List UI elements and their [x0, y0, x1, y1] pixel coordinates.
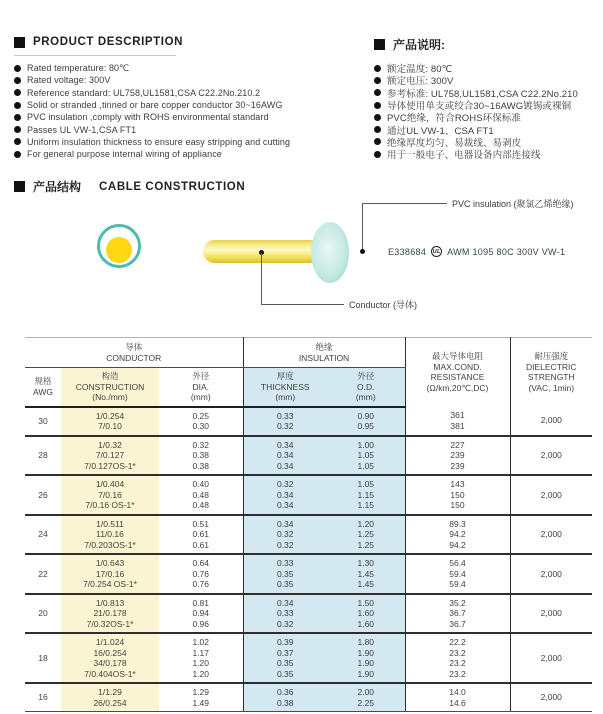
- awg-cell: 26: [25, 475, 61, 515]
- spec-row-awg-20: [25, 594, 592, 634]
- thickness-cell: 0.33 0.32: [243, 407, 327, 436]
- conductor-group-header: 导体 CONDUCTOR: [25, 338, 243, 368]
- bullet-icon: [14, 114, 21, 121]
- bullet-icon: [14, 126, 21, 133]
- product-description-heading: [14, 36, 183, 48]
- pvc-leader-line-v: [362, 203, 363, 251]
- bullet-text: Reference standard: UL758,UL1581,CSA C22.2No.210.2: [27, 87, 261, 98]
- awg-cell: 24: [25, 515, 61, 555]
- bullet-text: PVC insulation ,comply with ROHS environmental standard: [27, 112, 269, 123]
- od-cell: 1.05 1.15 1.15: [327, 475, 405, 515]
- od-cell: 1.30 1.45 1.45: [327, 554, 405, 594]
- awg-cell: 30: [38, 415, 48, 426]
- bullet-item: [14, 74, 366, 86]
- thickness-cell: 0.39 0.37 0.35 0.35: [243, 633, 327, 683]
- resistance-cell: 143 150 150: [405, 475, 510, 515]
- construction-cell: 1/0.32 7/0.127 7/0.127OS-1*: [61, 436, 159, 476]
- od-cell: 1.00 1.05 1.05: [327, 436, 405, 476]
- section-title-cn: 产品说明:: [393, 38, 445, 52]
- construction-cell: 1/0.643 17/0.16 7/0.254 OS-1*: [61, 554, 159, 594]
- resistance-cell: 361 381: [405, 407, 510, 436]
- bullet-icon: [14, 89, 21, 96]
- bullet-text: 用于一般电子、电器设备内部连接线: [387, 150, 541, 161]
- bullet-item: [14, 62, 366, 74]
- bullet-icon: [374, 114, 381, 121]
- bullet-item: [374, 123, 603, 135]
- bullet-text: Uniform insulation thickness to ensure easy stripping and cutting: [27, 136, 291, 147]
- cable-rating-text: AWM 1095 80C 300V VW-1: [447, 246, 566, 257]
- bullet-icon: [374, 102, 381, 109]
- bullet-text: Passes UL VW-1,CSA FT1: [27, 124, 137, 135]
- bullet-icon: [374, 65, 381, 72]
- thickness-cell: 0.34 0.33 0.32: [243, 594, 327, 634]
- thickness-cell: 0.36 0.38: [243, 683, 327, 712]
- pvc-leader-line-h: [362, 203, 447, 204]
- bullet-icon: [374, 151, 381, 158]
- product-description-list: [14, 62, 366, 160]
- od-cell: 1.50 1.60 1.60: [327, 594, 405, 634]
- spec-row-awg-16: [25, 683, 592, 712]
- bullet-icon: [374, 138, 381, 145]
- section-title: PRODUCT DESCRIPTION: [33, 36, 184, 48]
- bullet-text: 额定温度: 80℃: [387, 64, 453, 75]
- spec-row-awg-24: [25, 515, 592, 555]
- resistance-cell: 89.3 94.2 94.2: [405, 515, 510, 555]
- dielectric-cell: 2,000: [540, 415, 562, 426]
- awg-cell: 28: [25, 436, 61, 476]
- spec-row-awg-22: [25, 554, 592, 594]
- dielectric-cell: 2,000: [510, 554, 592, 594]
- bullet-item: [374, 99, 603, 111]
- construction-cell: 1/0.813 21/0.178 7/0.32OS-1*: [61, 594, 159, 634]
- section-title-cn: 产品结构: [33, 180, 82, 194]
- conductor-dia-cell: 0.81 0.94 0.96: [159, 594, 243, 634]
- conductor-leader-line-h: [261, 304, 344, 305]
- awg-cell: 22: [25, 554, 61, 594]
- bullet-item: [14, 87, 366, 99]
- spec-row-awg-18: [25, 633, 592, 683]
- dielectric-header: 耐压强度 DIELECTRIC STRENGTH (VAC, 1min): [510, 338, 592, 407]
- construction-cell: 1/0.511 11/0.16 7/0.203OS-1*: [61, 515, 159, 555]
- product-description-cn-list: [374, 62, 603, 160]
- bullet-item: [14, 136, 366, 148]
- bullet-text: 额定电压: 300V: [387, 76, 454, 87]
- resistance-cell: 35.2 36.7 36.7: [405, 594, 510, 634]
- od-cell: 0.90 0.95: [327, 407, 405, 436]
- spec-row-awg-28: [25, 436, 592, 476]
- awg-cell: 20: [25, 594, 61, 634]
- bullet-icon: [14, 102, 21, 109]
- conductor-dia-cell: 0.25 0.30: [159, 407, 243, 436]
- conductor-cross-section: [106, 237, 132, 263]
- section-square-icon: [374, 39, 385, 50]
- conductor-dia-cell: 0.40 0.48 0.48: [159, 475, 243, 515]
- bullet-text: 导体使用单支或绞合30~16AWG镀锡或裸铜: [387, 101, 572, 112]
- dielectric-cell: 2,000: [510, 515, 592, 555]
- bullet-item: [374, 87, 603, 99]
- construction-cell: 1/0.404 7/0.16 7/0.16 OS-1*: [61, 475, 159, 515]
- dielectric-cell: 2,000: [510, 594, 592, 634]
- od-cell: 1.20 1.25 1.25: [327, 515, 405, 555]
- construction-cell: 1/1.024 16/0.254 34/0.178 7/0.404OS-1*: [61, 633, 159, 683]
- ul-file-number: E338684: [388, 246, 427, 257]
- conductor-dia-cell: 0.64 0.76 0.76: [159, 554, 243, 594]
- bullet-item: [14, 148, 366, 160]
- od-header: 外径 O.D. (mm): [327, 368, 405, 407]
- bullet-item: [14, 111, 366, 123]
- dia-header: 外径 DIA. (mm): [159, 368, 243, 407]
- bullet-icon: [374, 89, 381, 96]
- spec-row-awg-30: [25, 407, 592, 436]
- bullet-item: [14, 123, 366, 135]
- bullet-icon: [14, 151, 21, 158]
- spec-table-body: [25, 407, 592, 712]
- section-square-icon: [14, 37, 25, 48]
- bullet-text: Solid or stranded ,tinned or bare copper conductor 30~16AWG: [27, 100, 283, 111]
- bullet-text: PVC绝缘，符合ROHS环保标准: [387, 113, 522, 124]
- thickness-header: 厚度 THICKNESS (mm): [243, 368, 327, 407]
- od-cell: 2.00 2.25: [327, 683, 405, 712]
- thickness-cell: 0.34 0.32 0.32: [243, 515, 327, 555]
- construction-header: 构造 CONSTRUCTION (No./mm): [61, 368, 159, 407]
- product-description-cn-heading: [374, 36, 445, 53]
- cable-construction-heading: [14, 178, 245, 195]
- bullet-text: 通过UL VW-1、CSA FT1: [387, 125, 494, 136]
- bullet-item: [374, 148, 603, 160]
- resistance-cell: 56.4 59.4 59.4: [405, 554, 510, 594]
- conductor-label: Conductor (导体): [349, 300, 418, 310]
- od-cell: 1.80 1.90 1.90 1.90: [327, 633, 405, 683]
- pvc-insulation-label: PVC insulation (聚氯乙烯绝缘): [452, 199, 574, 209]
- bullet-item: [374, 136, 603, 148]
- section-square-icon: [14, 181, 25, 192]
- construction-cell: 1/1.29 26/0.254: [61, 683, 159, 712]
- bullet-text: For general purpose internal wiring of appliance: [27, 149, 222, 160]
- pvc-leader-dot: [360, 249, 365, 254]
- thickness-cell: 0.34 0.34 0.34: [243, 436, 327, 476]
- conductor-dia-cell: 1.02 1.17 1.20 1.20: [159, 633, 243, 683]
- bullet-text: 参考标准: UL758,UL1581,CSA C22.2No.210: [387, 88, 578, 99]
- spec-table: [25, 337, 592, 712]
- bullet-item: [374, 62, 603, 74]
- ul-logo-icon: UL: [431, 246, 442, 257]
- conductor-leader-line-v: [261, 253, 262, 304]
- spec-table-container: [25, 337, 592, 712]
- dielectric-cell: 2,000: [510, 475, 592, 515]
- thickness-cell: 0.33 0.35 0.35: [243, 554, 327, 594]
- bullet-icon: [14, 138, 21, 145]
- conductor-dia-cell: 0.51 0.61 0.61: [159, 515, 243, 555]
- conductor-dia-cell: 0.32 0.38 0.38: [159, 436, 243, 476]
- resistance-cell: 22.2 23.2 23.2 23.2: [405, 633, 510, 683]
- bullet-item: [374, 111, 603, 123]
- awg-cell: 16: [25, 683, 61, 712]
- construction-cell: 1/0.254 7/0.10: [61, 407, 159, 436]
- resistance-cell: 227 239 239: [405, 436, 510, 476]
- conductor-dia-cell: 1.29 1.49: [159, 683, 243, 712]
- bullet-icon: [14, 65, 21, 72]
- insulation-group-header: 绝缘 INSULATION: [243, 338, 405, 368]
- awg-header: 规格 AWG: [25, 368, 61, 407]
- thickness-cell: 0.32 0.34 0.34: [243, 475, 327, 515]
- awg-cell: 18: [25, 633, 61, 683]
- resistance-header: 最大导体电阻 MAX.COND. RESISTANCE (Ω/km,20℃,DC): [405, 338, 510, 407]
- dielectric-cell: 2,000: [510, 633, 592, 683]
- bullet-text: Rated temperature: 80℃: [27, 62, 130, 73]
- resistance-cell: 14.0 14.6: [405, 683, 510, 712]
- dielectric-cell: 2,000: [510, 683, 592, 712]
- heading-underline: [14, 55, 176, 56]
- section-title-en: CABLE CONSTRUCTION: [99, 180, 246, 193]
- bullet-text: Rated voltage: 300V: [27, 75, 111, 86]
- bullet-icon: [374, 77, 381, 84]
- bullet-icon: [14, 77, 21, 84]
- bullet-item: [14, 99, 366, 111]
- dielectric-cell: 2,000: [510, 436, 592, 476]
- bullet-icon: [374, 126, 381, 133]
- bullet-text: 绝缘厚度均匀、易裁线、易剥皮: [387, 137, 522, 149]
- bullet-item: [374, 74, 603, 86]
- spec-row-awg-26: [25, 475, 592, 515]
- cable-marking: [388, 246, 565, 257]
